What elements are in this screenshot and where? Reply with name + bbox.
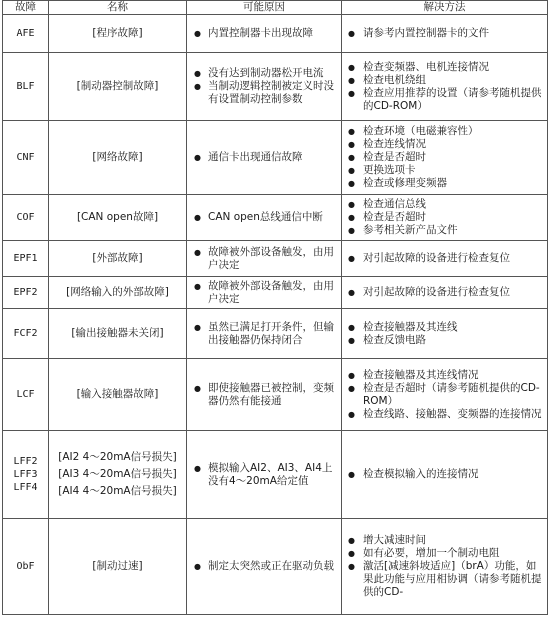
possible-cause: [187, 431, 342, 519]
fault-name-line: [CAN open故障]: [76, 211, 159, 223]
list-item: ● 检查电机绕组: [345, 74, 544, 87]
list-item: ● 检查是否超时（请参考随机提供的CD-ROM）: [345, 382, 544, 408]
fault-name-line: [制动器控制故障]: [76, 80, 159, 92]
fault-name-line: [网络故障]: [92, 151, 143, 163]
fault-code: LFF2 LFF3 LFF4: [3, 431, 49, 519]
fault-name: [49, 15, 187, 53]
list-item: ● 激活[减速斜坡适应]（brA）功能，如果此功能与应用相协调（请参考随机提供的CD-: [345, 560, 544, 599]
list-item: ● 检查应用推荐的设置（请参考随机提供的CD-ROM）: [345, 87, 544, 113]
list-item: ● 即使接触器已被控制，变频器仍然有能接通: [190, 382, 338, 408]
possible-cause: [187, 195, 342, 241]
list-item: ● 检查接触器及其连线情况: [345, 369, 544, 382]
list-item: ● 增大减速时间: [345, 534, 544, 547]
solution: [342, 309, 548, 359]
list-item: ● 检查通信总线: [345, 198, 544, 211]
solution: [342, 277, 548, 309]
fault-code: COF: [3, 195, 49, 241]
list-item: ● 检查模拟输入的连接情况: [345, 468, 544, 481]
fault-name: [49, 277, 187, 309]
fault-code: LCF: [3, 359, 49, 431]
fault-code: ObF: [3, 519, 49, 615]
fault-name-line: [AI4 4～20mA信号损失]: [58, 485, 177, 497]
list-item: ● 参考相关新产品文件: [345, 224, 544, 237]
solution: [342, 359, 548, 431]
header-name: 名称: [49, 1, 187, 15]
list-item: ● 没有达到制动器松开电流: [190, 67, 338, 80]
fault-name-line: [输出接触器未关闭]: [71, 327, 164, 339]
fault-name: [49, 309, 187, 359]
fault-name-line: [AI2 4～20mA信号损失]: [58, 451, 177, 463]
fault-name-line: [程序故障]: [92, 27, 143, 39]
list-item: ● 检查环境（电磁兼容性）: [345, 125, 544, 138]
list-item: ● 检查连线情况: [345, 138, 544, 151]
possible-cause: [187, 309, 342, 359]
table-row: [3, 431, 548, 519]
list-item: ● 故障被外部设备触发，由用户决定: [190, 280, 338, 306]
fault-code: BLF: [3, 53, 49, 121]
list-item: ● CAN open总线通信中断: [190, 211, 338, 224]
fault-name-line: [网络输入的外部故障]: [66, 286, 169, 298]
table-row: [3, 277, 548, 309]
solution: [342, 121, 548, 195]
possible-cause: [187, 277, 342, 309]
table-row: [3, 53, 548, 121]
list-item: ● 检查变频器、电机连接情况: [345, 61, 544, 74]
fault-name: [49, 53, 187, 121]
list-item: ● 虽然已满足打开条件，但输出接触器仍保持闭合: [190, 321, 338, 347]
list-item: ● 更换选项卡: [345, 164, 544, 177]
table-row: [3, 241, 548, 277]
table-row: [3, 519, 548, 615]
fault-name-line: [外部故障]: [92, 252, 143, 264]
solution: [342, 431, 548, 519]
possible-cause: [187, 15, 342, 53]
possible-cause: [187, 359, 342, 431]
list-item: ● 检查线路、接触器、变频器的连接情况: [345, 408, 544, 421]
table-row: [3, 121, 548, 195]
list-item: ● 故障被外部设备触发，由用户决定: [190, 246, 338, 272]
table-row: [3, 15, 548, 53]
possible-cause: [187, 519, 342, 615]
fault-name: [49, 241, 187, 277]
list-item: ● 内置控制器卡出现故障: [190, 27, 338, 40]
fault-code: EPF1: [3, 241, 49, 277]
list-item: ● 当制动逻辑控制被定义时没有设置制动控制参数: [190, 80, 338, 106]
header-solution: 解决方法: [342, 1, 548, 15]
table-header-row: [3, 1, 548, 15]
list-item: ● 制定太突然或正在驱动负载: [190, 560, 338, 573]
solution: [342, 241, 548, 277]
fault-name: [49, 431, 187, 519]
possible-cause: [187, 241, 342, 277]
list-item: ● 通信卡出现通信故障: [190, 151, 338, 164]
fault-name: [49, 121, 187, 195]
list-item: ● 检查是否超时: [345, 151, 544, 164]
fault-name: [49, 359, 187, 431]
list-item: ● 模拟输入AI2、AI3、AI4上没有4～20mA给定值: [190, 462, 338, 488]
solution: [342, 53, 548, 121]
list-item: ● 请参考内置控制器卡的文件: [345, 27, 544, 40]
list-item: ● 检查或修理变频器: [345, 177, 544, 190]
solution: [342, 519, 548, 615]
fault-code: AFE: [3, 15, 49, 53]
list-item: ● 如有必要，增加一个制动电阻: [345, 547, 544, 560]
table-row: [3, 195, 548, 241]
list-item: ● 检查反馈电路: [345, 334, 544, 347]
list-item: ● 检查接触器及其连线: [345, 321, 544, 334]
fault-name-line: [制动过速]: [92, 560, 143, 572]
solution: [342, 15, 548, 53]
fault-name-line: [输入接触器故障]: [76, 388, 159, 400]
possible-cause: [187, 53, 342, 121]
header-code: 故障: [3, 1, 49, 15]
fault-code: FCF2: [3, 309, 49, 359]
fault-name: [49, 519, 187, 615]
table-row: [3, 359, 548, 431]
fault-code: EPF2: [3, 277, 49, 309]
header-cause: 可能原因: [187, 1, 342, 15]
fault-table: [2, 0, 548, 615]
table-row: [3, 309, 548, 359]
fault-name-line: [AI3 4～20mA信号损失]: [58, 468, 177, 480]
fault-name: [49, 195, 187, 241]
fault-code: CNF: [3, 121, 49, 195]
solution: [342, 195, 548, 241]
list-item: ● 检查是否超时: [345, 211, 544, 224]
possible-cause: [187, 121, 342, 195]
list-item: ● 对引起故障的设备进行检查复位: [345, 252, 544, 265]
list-item: ● 对引起故障的设备进行检查复位: [345, 286, 544, 299]
